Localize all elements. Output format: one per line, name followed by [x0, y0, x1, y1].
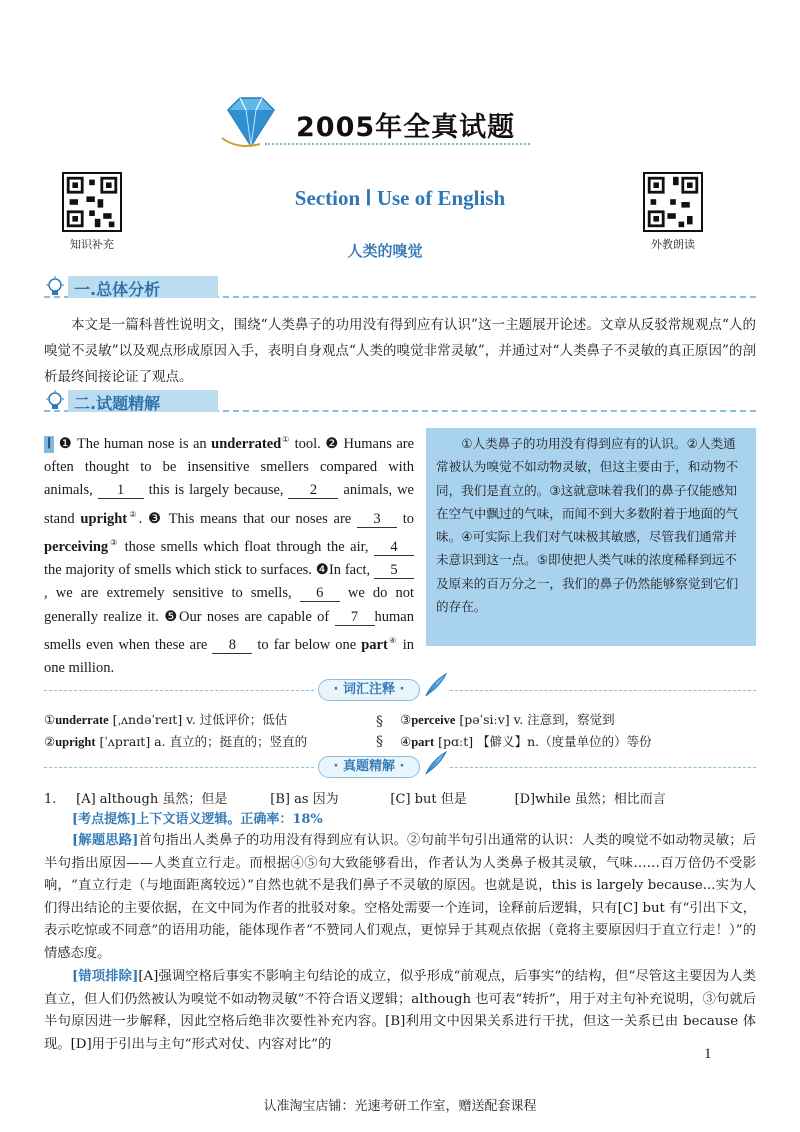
- blank-6[interactable]: 6: [300, 585, 340, 602]
- vocab-num: ①: [44, 712, 56, 727]
- badge-rule: [450, 690, 756, 691]
- blank-7[interactable]: 7: [335, 609, 375, 626]
- column-divider-icon: § §: [376, 714, 383, 750]
- text: tool.: [290, 435, 326, 452]
- sentence-number: ❸: [147, 510, 164, 527]
- section-heading-analysis: [44, 390, 756, 412]
- text: in one million.: [44, 636, 415, 676]
- section-title: Section Ⅰ Use of English: [294, 186, 506, 210]
- qr-left-label: 知识补充: [70, 238, 114, 251]
- footnote-ref: ②: [127, 509, 139, 519]
- answers-badge: · 真题精解 ·: [318, 756, 420, 778]
- paragraph-marker: Ⅰ: [44, 436, 54, 453]
- text: Humans are often thought to be insensitive smellers compared with animals,: [44, 435, 415, 499]
- vocab-badge: · 词汇注释 ·: [318, 679, 420, 701]
- option-c[interactable]: [C] but 但是: [390, 792, 467, 807]
- lightbulb-icon: [44, 390, 66, 416]
- blank-4[interactable]: 4: [374, 539, 414, 556]
- blank-5[interactable]: 5: [374, 562, 414, 579]
- text: .: [138, 510, 148, 527]
- text: In fact,: [328, 561, 371, 578]
- analysis-elimination: [44, 966, 756, 1056]
- option-d[interactable]: [D]while 虽然；相比而言: [514, 792, 666, 807]
- vocab-def: v. 注意到，察觉到: [513, 712, 615, 727]
- vocab-phonetic: [pɑːt]: [434, 734, 478, 749]
- qr-right-label: 外教朗读: [651, 238, 695, 251]
- blank-2[interactable]: 2: [288, 482, 338, 499]
- sentence-number: ❹: [315, 561, 329, 578]
- point-tag: [考点提炼]: [72, 812, 137, 827]
- translation-panel: [426, 428, 756, 646]
- vocab-num: ②: [44, 734, 56, 749]
- option-a[interactable]: [A] although 虽然；但是: [76, 792, 228, 807]
- page-title: 2005年全真试题: [296, 112, 516, 143]
- badge-rule: [450, 767, 756, 768]
- text: we do not generally realize it.: [44, 585, 415, 625]
- footnote-ref: ③: [108, 537, 120, 547]
- question-number: 1.: [44, 792, 57, 807]
- heading-label: 二.试题精解: [74, 394, 161, 413]
- vocab-phonetic: [ˈʌpraɪt]: [95, 734, 155, 749]
- text: The human nose is an: [72, 435, 212, 452]
- text: This means that our noses are: [163, 510, 352, 527]
- idea-tag: [解题思路]: [72, 833, 139, 848]
- translation-text: ①人类鼻子的功用没有得到应有的认识。②人类通常被认为嗅觉不如动物灵敏，但这主要由于，和动物不同，我们是直立的。③这就意味着我们的鼻子仅能感知在空气中飘过的气味，而闻不到大多数附着于地面的气味。④可实际上我们对气味极其敏感，尽管我们通常并未意识到这一点。⑤即使把人类气味的浓度稀释到远不及原来的百万分之一，我们的鼻子仍然能够察觉到它们的存在。: [436, 436, 739, 615]
- text: to: [402, 510, 415, 527]
- text: to far below one: [257, 636, 362, 653]
- vocab-def: 【僻义】n.（度量单位的）等份: [477, 734, 652, 749]
- analysis-idea: [44, 830, 756, 966]
- analysis-point: [72, 810, 756, 830]
- vocab-item: [44, 710, 374, 730]
- vocab-num: ④: [400, 734, 412, 749]
- text: , we are extremely sensitive to smells,: [44, 585, 292, 602]
- text: those smells which float through the air,: [119, 538, 369, 555]
- lightbulb-icon: [44, 276, 66, 302]
- text: the majority of smells which stick to surfaces.: [44, 561, 316, 578]
- vocab-item: [400, 732, 756, 752]
- vocab-def: a. 直立的；挺直的；竖直的: [154, 734, 308, 749]
- term-underrated: underrated: [211, 435, 282, 452]
- text: this is largely because,: [148, 482, 284, 499]
- badge-rule: [44, 690, 314, 691]
- title-divider: [265, 143, 530, 147]
- footnote-ref: ④: [387, 635, 398, 645]
- feather-pen-icon: [422, 672, 448, 702]
- vocab-def: v. 过低评价；低估: [186, 712, 288, 727]
- vocab-phonetic: [pəˈsiːv]: [455, 712, 514, 727]
- passage-title: 人类的嗅觉: [347, 242, 423, 260]
- blank-1[interactable]: 1: [98, 482, 144, 499]
- elim-tag: [错项排除]: [72, 969, 139, 984]
- vocab-word: perceive: [411, 713, 456, 727]
- heading-label: 一.总体分析: [74, 280, 161, 299]
- blank-8[interactable]: 8: [212, 637, 252, 654]
- vocab-num: ③: [400, 712, 412, 727]
- vocab-phonetic: [ˌʌndəˈreɪt]: [108, 712, 187, 727]
- english-passage: [44, 428, 414, 680]
- term-upright: upright: [80, 510, 128, 527]
- question-1-options: [44, 790, 756, 810]
- vocab-word: part: [411, 735, 435, 749]
- elim-text: [A]强调空格后事实不影响主句结论的成立，似乎形成“前观点，后事实”的结构，但“尽管这主要因为人类直立，但人们仍然被认为嗅觉不如动物灵敏”不符合语义逻辑；although 也可表“转折”，用于对主句补充说明，③句就后半句原因进一步解释，因此空格后绝非次要性补充内容。[B]利用文中因果关系进行干扰，但这一关系已由 because 体现。[D]用于引出与主句“形式对仗、内容对比”的: [44, 969, 756, 1052]
- vocab-word: underrate: [55, 713, 109, 727]
- sentence-number: ❷: [325, 435, 340, 452]
- term-part: part: [361, 636, 388, 653]
- blank-3[interactable]: 3: [357, 511, 397, 528]
- text: animals, we stand: [44, 482, 414, 527]
- text: human smells even when these are: [44, 608, 414, 653]
- footnote-ref: ①: [281, 435, 291, 444]
- section-heading-overview: [44, 276, 756, 298]
- sentence-number: ❺: [164, 608, 179, 625]
- vocab-item: [44, 732, 374, 752]
- vocab-item: [400, 710, 756, 730]
- point-text: 上下文语义逻辑。正确率：18%: [136, 812, 323, 827]
- idea-text: 首句指出人类鼻子的功用没有得到应有认识。②句前半句引出通常的认识：人类的嗅觉不如动物灵敏；后半句指出原因——人类直立行走。而根据④⑤句大致能够看出，作者认为人类鼻子极其灵敏，气味……百万倍仍不受影响，“直立行走（与地面距离较远）”自然也就不是我们鼻子不灵敏的原因。也就是说，this is largely because...实为人们得出结论的主要依据，在文中同为作者的批驳对象。空格处需要一个连词，诠释前后逻辑，只有[C] but 有“引出下文，表示吃惊或不同意”的语用功能，能体现作者“不赞同人们观点，更惊异于其观点依据（竟将主要原因归于直立行走！）”的情感态度。: [44, 833, 756, 961]
- text: Our noses are capable of: [179, 608, 330, 625]
- sentence-number: ❶: [58, 435, 73, 452]
- footer-note: 认准淘宝店铺：光速考研工作室，赠送配套课程: [263, 1099, 537, 1114]
- option-b[interactable]: [B] as 因为: [270, 792, 339, 807]
- badge-rule: [44, 767, 314, 768]
- term-perceiving: perceiving: [44, 538, 109, 555]
- feather-pen-icon: [422, 750, 448, 780]
- vocab-word: upright: [55, 735, 96, 749]
- page-number: 1: [704, 1046, 712, 1062]
- overview-paragraph: 本文是一篇科普性说明文，围绕“人类鼻子的功用没有得到应有认识”这一主题展开论述。文章从反驳常规观点“人的嗅觉不灵敏”以及观点形成原因入手，表明自身观点“人类的嗅觉非常灵敏”，并通过对“人类鼻子不灵敏的真正原因”的剖析最终间接论证了观点。: [44, 317, 756, 385]
